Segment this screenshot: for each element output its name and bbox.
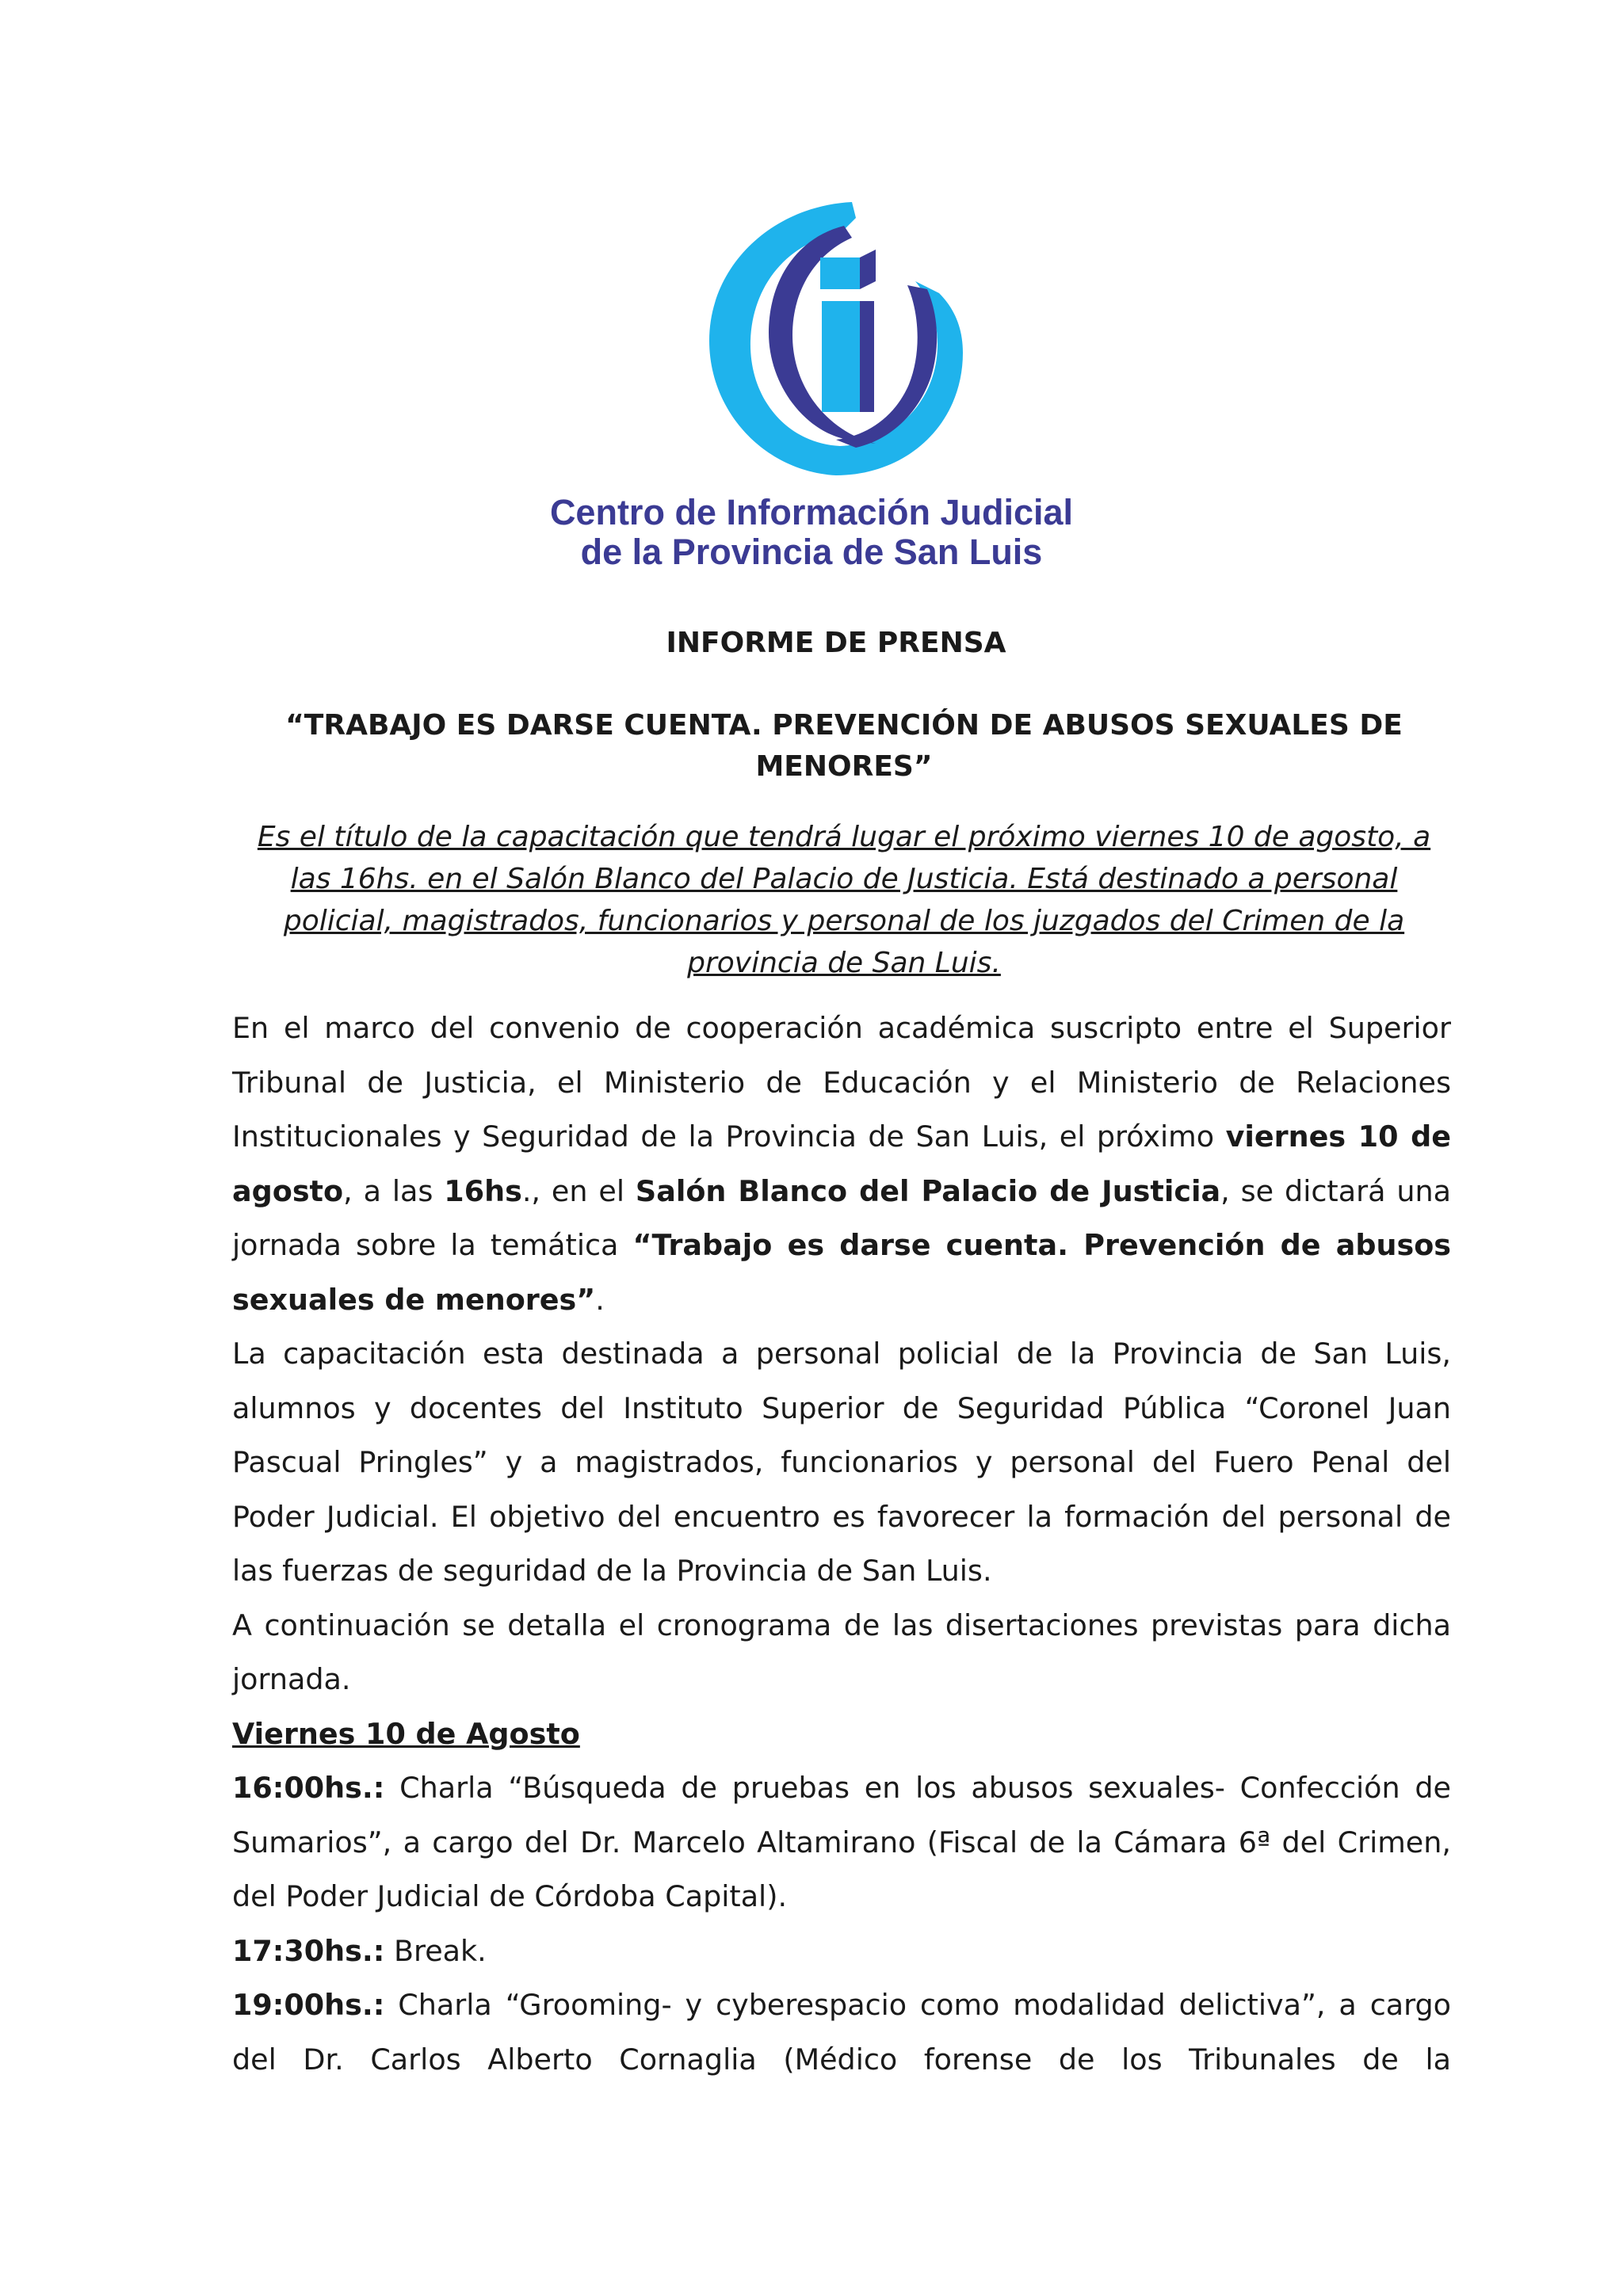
report-label: INFORME DE PRENSA [666, 627, 1006, 659]
schedule-text: Charla “Grooming- y cyberespacio como modalidad delictiva”, a cargo del Dr. Carlos Alberto Cornaglia (Médico forense de los Tribunales de la [232, 1988, 1451, 2077]
schedule-text: Break. [384, 1933, 487, 1968]
page-title: “TRABAJO ES DARSE CUENTA. PREVENCIÓN DE ABUSOS SEXUALES DE MENORES” [285, 709, 1403, 783]
schedule-text: Charla “Búsqueda de pruebas en los abusos sexuales- Confección de Sumarios”, a cargo del Dr. Marcelo Altamirano (Fiscal de la Cámara 6ª del Crimen, del Poder Judicial de Córdoba Capital). [232, 1771, 1451, 1913]
bold-time: 16hs [444, 1173, 522, 1208]
bold-date: viernes 10 de agosto [232, 1119, 1451, 1208]
paragraph-audience: La capacitación esta destinada a personal policial de la Provincia de San Luis, alumnos y docentes del Instituto Superior de Seguridad Pública “Coronel Juan Pascual Pringles” y a magistrados, funcionarios y personal del Fuero Penal del Poder Judicial. El objetivo del encuentro es favorecer la formación del personal de las fuerzas de seguridad de la Provincia de San Luis. [232, 1337, 1451, 1588]
schedule-time: 17:30hs.: [232, 1933, 385, 1968]
bold-venue: Salón Blanco del Palacio de Justicia [635, 1173, 1221, 1208]
schedule-item [232, 1924, 1451, 1979]
text-run: , se dictará una jornada sobre la temática [232, 1173, 1451, 1262]
body-text [232, 1001, 1451, 2087]
paragraph-schedule-intro: A continuación se detalla el cronograma de las disertaciones previstas para dicha jornada. [232, 1608, 1451, 1696]
subtitle: Es el título de la capacitación que tendrá lugar el próximo viernes 10 de agosto, a las 16hs. en el Salón Blanco del Palacio de Justicia. Está destinado a personal policial, magistrados, funcionarios y personal de los juzgados del Crimen de la provincia de San Luis. [257, 821, 1431, 979]
schedule-item [232, 1978, 1451, 2087]
org-name-line1: Centro de Información Judicial [549, 492, 1074, 532]
paragraph-intro [232, 1001, 1451, 1327]
text-run: ., en el [521, 1173, 636, 1208]
schedule-day-label: Viernes 10 de Agosto [232, 1716, 580, 1751]
schedule-day [232, 1707, 1451, 1762]
cij-logo-icon [701, 202, 979, 479]
bold-topic: “Trabajo es darse cuenta. Prevención de abusos sexuales de menores” [232, 1228, 1451, 1317]
schedule-time: 19:00hs.: [232, 1988, 385, 2022]
text-run: , a las [343, 1173, 445, 1208]
schedule-item [232, 1761, 1451, 1924]
schedule-time: 16:00hs.: [232, 1771, 385, 1805]
org-name-line2: de la Provincia de San Luis [580, 532, 1043, 572]
text-run: . [595, 1282, 605, 1317]
text-run: En el marco del convenio de cooperación académica suscripto entre el Superior Tribunal de Justicia, el Ministerio de Educación y el Ministerio de Relaciones Institucionales y Seguridad de la Provincia de San Luis, el próximo [232, 1011, 1451, 1154]
